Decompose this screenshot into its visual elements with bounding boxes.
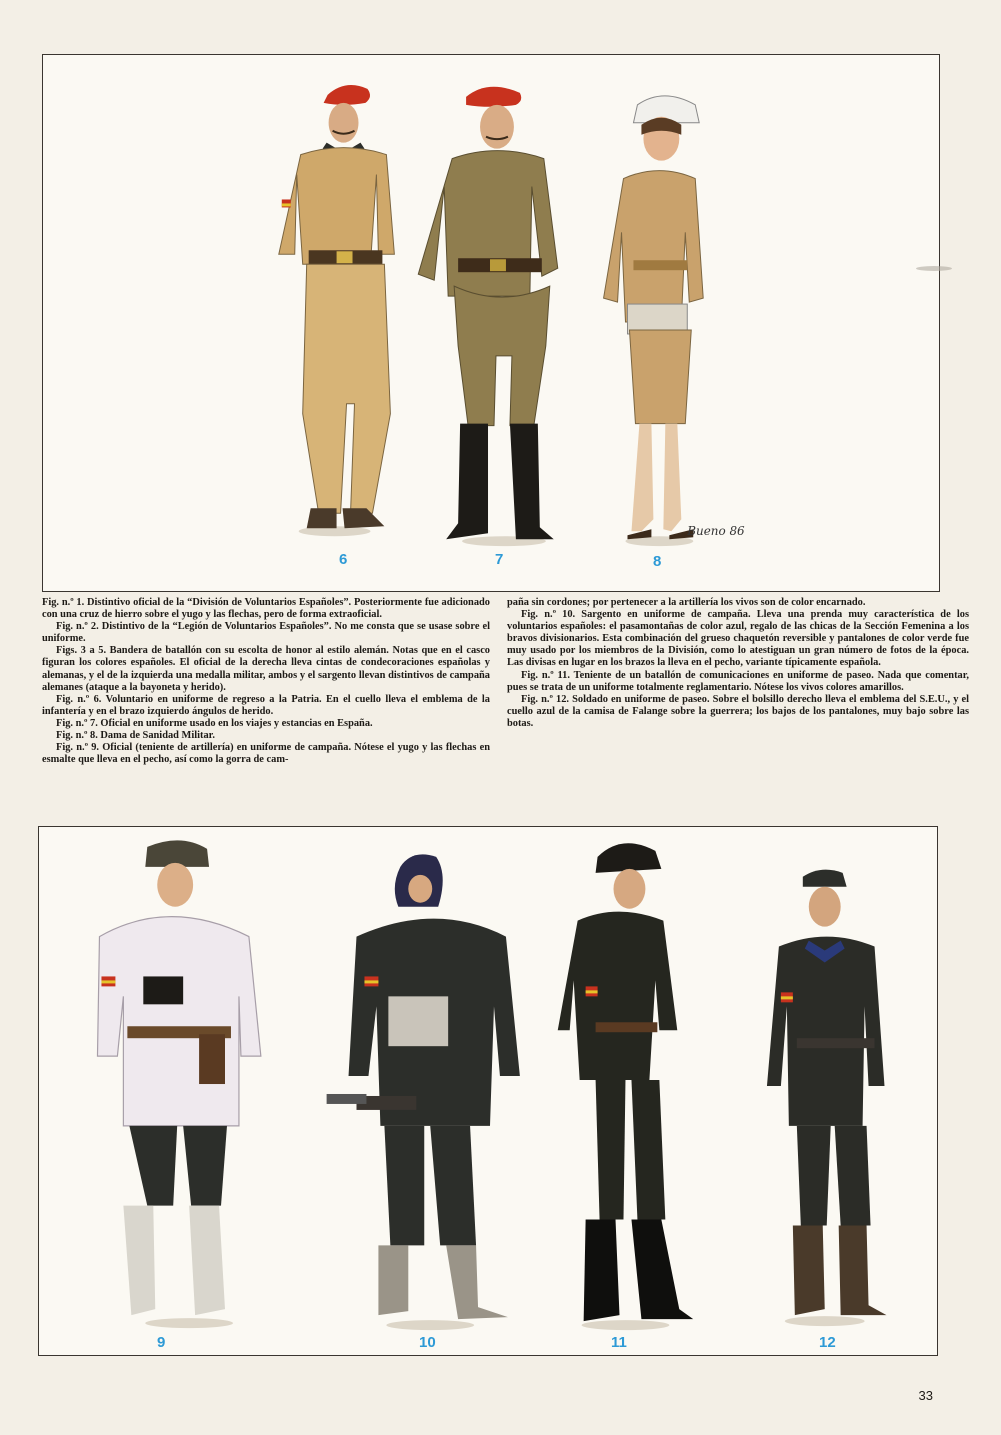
caption-fig-7: Fig. n.º 7. Oficial en uniforme usado en los viajes y estancias en España. <box>56 717 373 729</box>
figure-6-volunteer <box>279 85 395 536</box>
caption-column-left <box>42 597 490 766</box>
print-smudge <box>916 266 952 271</box>
plate-top-artwork <box>43 55 939 591</box>
plate-bottom-artwork <box>39 827 937 1355</box>
figure-7-officer <box>418 87 557 546</box>
illustration-plate-bottom <box>38 826 938 1356</box>
figure-12-soldier <box>767 870 887 1326</box>
illustration-plate-top <box>42 54 940 592</box>
caption-figs-3-5: Figs. 3 a 5. Bandera de batallón con su escolta de honor al estilo alemán. Notas que en el casco figuran los colores españoles. El oficial de la derecha lleva cintas de condecoraciones españolas y alemanas, y el de la izquierda una medalla militar, ambos y el sargento llevan distintivos de campaña alemanes (ataque a la bayoneta y herido). <box>42 645 490 693</box>
figure-8-nurse <box>604 96 745 546</box>
caption-text <box>42 597 968 819</box>
caption-fig-9-continued: paña sin cordones; por pertenecer a la artillería los vivos son de color encarnado. <box>507 597 866 608</box>
caption-fig-12: Fig. n.º 12. Soldado en uniforme de paseo. Sobre el bolsillo derecho lleva el emblema del S.E.U., y el cuello azul de la camisa de Falange sobre la guerrera; los bajos de los pantalones, muy bajo sobre las botas. <box>507 693 969 729</box>
figure-number-11: 11 <box>611 1334 627 1351</box>
figure-number-9: 9 <box>157 1334 166 1351</box>
figure-number-6: 6 <box>339 551 348 568</box>
figure-number-12: 12 <box>819 1334 836 1351</box>
caption-fig-9: Fig. n.º 9. Oficial (teniente de artillería) en uniforme de campaña. Nótese el yugo y las flechas en esmalte que lleva en el pecho, así como la gorra de cam- <box>42 742 490 766</box>
caption-fig-1: Fig. n.º 1. Distintivo oficial de la “División de Voluntarios Españoles”. Posteriormente fue adicionado con una cruz de hierro sobre el yugo y las flechas, pero de forma extraoficial. <box>42 597 490 621</box>
figure-number-8: 8 <box>653 553 662 570</box>
figure-number-7: 7 <box>495 551 504 568</box>
page-number: 33 <box>918 1388 933 1403</box>
caption-fig-11: Fig. n.º 11. Teniente de un batallón de comunicaciones en uniforme de paseo. Nada que comentar, pues se trata de un uniforme totalmente reglamentario. Nótese los vivos colores amarillos. <box>507 669 969 693</box>
caption-fig-8: Fig. n.º 8. Dama de Sanidad Militar. <box>56 730 215 742</box>
svg-text:Bueno 86: Bueno 86 <box>687 524 745 539</box>
caption-fig-10: Fig. n.º 10. Sargento en uniforme de campaña. Lleva una prenda muy característica de los voluntarios españoles: el pasamontañas de color azul, regalo de las chicas de la Sección Femenina a los bravos divisionarios. Esta combinación del grueso chaquetón reversible y pantalones de color verde fue muy usado por los miembros de la División, como lo atestiguan un gran número de fotos de la época. Las divisas en lugar en los brazos la lleva en el pecho, variante típicamente española. <box>507 609 969 669</box>
caption-fig-6: Fig. n.º 6. Voluntario en uniforme de regreso a la Patria. En el cuello lleva el emblema de la infantería y en el brazo izquierdo ángulos de herido. <box>42 693 490 717</box>
figure-number-10: 10 <box>419 1334 436 1351</box>
caption-column-right <box>507 597 969 730</box>
caption-fig-2: Fig. n.º 2. Distintivo de la “Legión de Voluntarios Españoles”. No me consta que se usase sobre el uniforme. <box>42 621 490 645</box>
figure-10-sergeant <box>327 854 520 1330</box>
figure-11-lieutenant <box>558 843 693 1330</box>
figure-9-artillery-officer <box>97 840 260 1328</box>
